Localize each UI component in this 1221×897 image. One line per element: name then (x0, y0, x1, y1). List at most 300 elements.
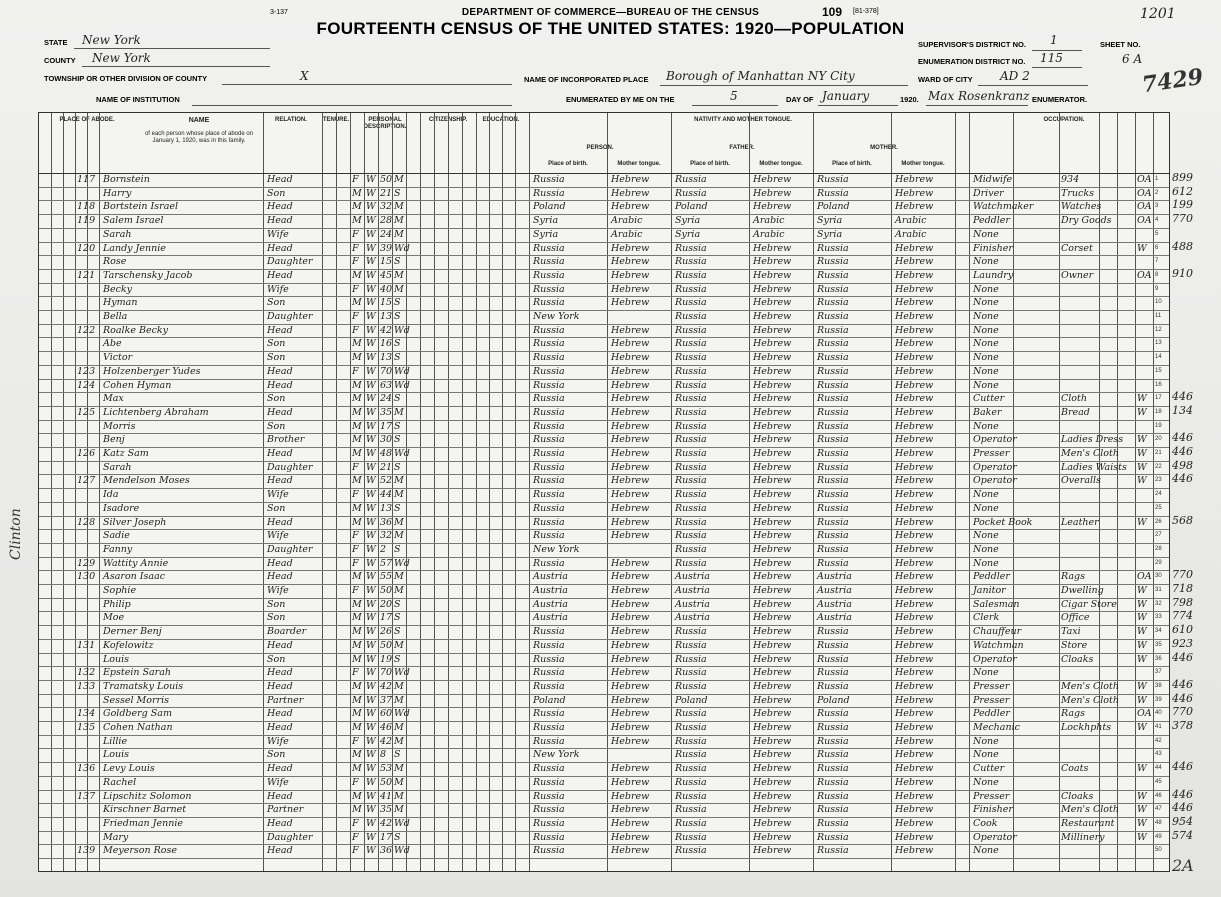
row-line-number: 6 (1155, 244, 1159, 251)
row-line-number: 43 (1155, 751, 1162, 758)
cell-code (1135, 324, 1155, 338)
table-row (39, 598, 1169, 612)
cell-fpob: Russia (675, 817, 707, 829)
cell-mt: Hebrew (611, 201, 650, 213)
cell-mt: Hebrew (611, 571, 650, 583)
cell-mmt: Hebrew (895, 406, 934, 418)
cell-code: W (1137, 461, 1147, 473)
cell-house (75, 653, 101, 667)
cell-age: 50 (380, 639, 393, 651)
cell-ms: M (394, 283, 404, 295)
cell-code: W (1137, 406, 1147, 418)
cell-fmt: Hebrew (753, 722, 792, 733)
cell-mmt: Hebrew (895, 722, 934, 733)
cell-code: W (1137, 626, 1147, 638)
cell-fmt: Hebrew (753, 269, 792, 281)
cell-fpob: Russia (675, 297, 707, 309)
cell-age: 2 (380, 543, 387, 555)
cell-pob: Russia (533, 804, 565, 816)
cell-name: Victor (103, 352, 133, 364)
cell-mpob: Russia (817, 749, 849, 761)
cell-ms: Wd (394, 817, 410, 829)
cell-rel: Head (267, 242, 293, 254)
cell-mpob: Russia (817, 187, 849, 199)
cell-house (75, 461, 101, 475)
cell-ind (1059, 735, 1119, 749)
cell-fpob: Russia (675, 187, 707, 199)
cell-fpob: Russia (675, 804, 707, 816)
cell-mmt: Hebrew (895, 557, 934, 569)
cell-pob: Russia (533, 352, 565, 364)
cell-ms: S (394, 626, 401, 638)
row-line-number: 32 (1155, 600, 1162, 607)
cell-ind (1059, 296, 1119, 310)
table-row (39, 420, 1169, 434)
cell-house (75, 735, 101, 749)
cell-ms: M (394, 571, 404, 583)
table-row (39, 516, 1169, 530)
cell-mt: Hebrew (611, 667, 650, 679)
cell-race: W (366, 639, 376, 651)
row-line-number: 24 (1155, 491, 1162, 498)
cell-age: 42 (380, 817, 393, 829)
cell-rel: Son (267, 653, 286, 665)
right-margin-code: 446 (1172, 390, 1193, 404)
cell-pob: Russia (533, 667, 565, 679)
row-line-number: 16 (1155, 381, 1162, 388)
cell-age: 17 (380, 420, 393, 432)
cell-sex: F (352, 543, 359, 555)
cell-ms: M (394, 694, 404, 706)
cell-sex: M (352, 612, 362, 624)
cell-fmt: Hebrew (753, 776, 792, 788)
cell-house (75, 584, 101, 598)
cell-mpob: Russia (817, 269, 849, 281)
cell-mmt: Hebrew (895, 571, 934, 583)
cell-name: Sarah (103, 228, 132, 240)
cell-mt: Hebrew (611, 845, 650, 857)
cell-name: Sophie (103, 585, 137, 596)
cell-mmt: Hebrew (895, 763, 934, 775)
cell-age: 46 (380, 722, 393, 733)
cell-pob: New York (533, 749, 580, 761)
cell-sex: F (352, 845, 359, 857)
table-row (39, 666, 1169, 680)
table-row (39, 639, 1169, 653)
cell-race: W (366, 338, 376, 350)
cell-house: 129 (77, 557, 96, 569)
table-row (39, 173, 1169, 187)
row-line-number: 13 (1155, 340, 1162, 347)
cell-pob: Russia (533, 530, 565, 542)
cell-race: W (366, 694, 376, 706)
cell-mpob: Russia (817, 543, 849, 555)
cell-mpob: Russia (817, 667, 849, 679)
cell-fpob: Russia (675, 311, 707, 322)
cell-house (75, 296, 101, 310)
right-margin-code: 446 (1172, 801, 1193, 815)
cell-pob: Austria (533, 585, 568, 596)
cell-mpob: Russia (817, 393, 849, 405)
row-line-number: 29 (1155, 559, 1162, 566)
cell-occ: None (973, 489, 999, 501)
cell-sex: M (352, 201, 362, 213)
cell-code (1135, 283, 1155, 297)
right-margin-code: 446 (1172, 445, 1193, 458)
cell-code: OA (1137, 201, 1152, 213)
cell-age: 42 (380, 735, 393, 747)
cell-rel: Head (267, 708, 293, 720)
cell-pob: Russia (533, 475, 565, 487)
col-father-pob: Place of birth. (690, 161, 730, 167)
cell-mmt: Hebrew (895, 845, 934, 857)
cell-name: Lichtenberg Abraham (103, 406, 209, 418)
cell-age: 44 (380, 489, 393, 501)
cell-fmt: Hebrew (753, 338, 792, 350)
cell-code: W (1137, 817, 1147, 829)
cell-ind: Watches (1061, 201, 1102, 213)
cell-occ: Peddler (973, 571, 1010, 583)
cell-fpob: Russia (675, 448, 707, 459)
cell-race: W (366, 365, 376, 377)
cell-mpob: Russia (817, 256, 849, 268)
cell-fpob: Russia (675, 406, 707, 418)
cell-house: 124 (77, 379, 96, 391)
cell-age: 40 (380, 283, 393, 295)
cell-rel: Wife (267, 228, 289, 240)
row-line-number: 23 (1155, 477, 1162, 484)
cell-house: 133 (77, 680, 96, 692)
cell-ind: Lockhphts (1061, 722, 1112, 733)
cell-sex: M (352, 187, 362, 199)
cell-fmt: Hebrew (753, 434, 792, 446)
cell-ind: Dry Goods (1061, 215, 1112, 227)
cell-mmt: Hebrew (895, 256, 934, 268)
cell-race: W (366, 502, 376, 514)
cell-code (1135, 228, 1155, 242)
cell-pob: Russia (533, 174, 565, 185)
cell-rel: Head (267, 215, 293, 227)
enumerated-label: ENUMERATED BY ME ON THE (566, 95, 675, 104)
cell-pob: Austria (533, 598, 568, 610)
cell-mt: Hebrew (611, 475, 650, 487)
cell-fpob: Russia (675, 639, 707, 651)
table-row (39, 707, 1169, 721)
ward-label: WARD OF CITY (918, 75, 973, 84)
enumeration-label: ENUMERATION DISTRICT NO. (918, 57, 1026, 66)
cell-mpob: Russia (817, 311, 849, 322)
cell-ms: S (394, 598, 401, 610)
cell-age: 70 (380, 365, 393, 377)
table-row (39, 474, 1169, 488)
right-margin-code: 923 (1172, 636, 1193, 650)
col-mother: MOTHER. (870, 145, 898, 151)
cell-mmt: Hebrew (895, 708, 934, 720)
cell-mmt: Arabic (895, 215, 927, 227)
cell-age: 13 (380, 311, 393, 322)
cell-code: OA (1137, 215, 1152, 227)
cell-mmt: Hebrew (895, 365, 934, 377)
cell-mpob: Poland (817, 694, 850, 706)
cell-race: W (366, 420, 376, 432)
cell-fmt: Hebrew (753, 311, 792, 322)
cell-occ: None (973, 338, 999, 350)
col-mother-mt: Mother tongue. (901, 161, 945, 167)
cell-occ: Chauffeur (973, 626, 1022, 638)
cell-race: W (366, 598, 376, 610)
cell-rel: Wife (267, 489, 289, 501)
cell-age: 53 (380, 763, 393, 775)
cell-sex: F (352, 831, 359, 843)
cell-fmt: Hebrew (753, 242, 792, 254)
cell-pob: Russia (533, 406, 565, 418)
cell-mpob: Russia (817, 475, 849, 487)
cell-rel: Partner (267, 804, 304, 816)
cell-occ: Peddler (973, 708, 1010, 720)
cell-occ: None (973, 735, 999, 747)
cell-ind: Ladies Waists (1061, 461, 1127, 473)
cell-rel: Head (267, 667, 293, 679)
cell-code: W (1137, 653, 1147, 665)
cell-name: Sarah (103, 461, 132, 473)
cell-race: W (366, 475, 376, 487)
cell-mt (609, 310, 673, 324)
township-value: X (300, 69, 309, 83)
cell-ind: Office (1061, 612, 1090, 624)
cell-fmt: Hebrew (753, 749, 792, 761)
cell-pob: Russia (533, 420, 565, 432)
cell-race: W (366, 817, 376, 829)
cell-rel: Head (267, 845, 293, 857)
table-row (39, 351, 1169, 365)
table-row (39, 625, 1169, 639)
cell-occ: None (973, 379, 999, 391)
cell-rel: Son (267, 338, 286, 350)
row-line-number: 34 (1155, 628, 1162, 635)
cell-code: W (1137, 393, 1147, 405)
cell-house (75, 611, 101, 625)
cell-ms: S (394, 502, 401, 514)
cell-ms: Wd (394, 667, 410, 679)
cell-ms: M (394, 763, 404, 775)
right-margin-code: 770 (1172, 212, 1193, 226)
cell-rel: Head (267, 680, 293, 692)
cell-occ: None (973, 667, 999, 679)
cell-occ: Cutter (973, 393, 1005, 405)
col-education: EDUCATION. (482, 117, 520, 123)
cell-fmt: Hebrew (753, 831, 792, 843)
cell-mpob: Austria (817, 612, 852, 624)
row-line-number: 40 (1155, 710, 1162, 717)
cell-occ: Pocket Book (973, 516, 1033, 528)
cell-code (1135, 379, 1155, 393)
cell-age: 36 (380, 516, 393, 528)
right-margin-code: 910 (1172, 266, 1193, 280)
table-row (39, 200, 1169, 214)
cell-code: W (1137, 434, 1147, 446)
cell-code (1135, 543, 1155, 557)
cell-fpob: Russia (675, 393, 707, 405)
cell-rel: Daughter (267, 461, 313, 473)
cell-code: W (1137, 639, 1147, 651)
cell-mmt: Hebrew (895, 694, 934, 706)
row-line-number: 46 (1155, 792, 1162, 799)
cell-ind (1059, 337, 1119, 351)
cell-race: W (366, 311, 376, 322)
cell-code: OA (1137, 187, 1152, 199)
cell-ind: Men's Cloth (1061, 804, 1119, 816)
cell-rel: Head (267, 763, 293, 775)
cell-race: W (366, 352, 376, 364)
cell-mpob: Russia (817, 626, 849, 638)
cell-pob: Russia (533, 489, 565, 501)
cell-sex: M (352, 722, 362, 733)
cell-mt: Hebrew (611, 585, 650, 596)
supervisor-label: SUPERVISOR'S DISTRICT NO. (918, 40, 1026, 49)
cell-name: Sessel Morris (103, 694, 170, 706)
cell-ind (1059, 529, 1119, 543)
col-relation: RELATION. (275, 117, 307, 123)
cell-name: Levy Louis (103, 763, 155, 775)
cell-ind: Leather (1061, 516, 1099, 528)
cell-race: W (366, 735, 376, 747)
cell-name: Mendelson Moses (103, 475, 190, 487)
cell-rel: Head (267, 365, 293, 377)
cell-mpob: Russia (817, 831, 849, 843)
right-margin-code: 770 (1172, 705, 1193, 719)
cell-ind: Men's Cloth (1061, 694, 1119, 706)
cell-occ: None (973, 502, 999, 514)
cell-house (75, 420, 101, 434)
cell-name: Tarschensky Jacob (103, 269, 193, 281)
cell-pob: Russia (533, 379, 565, 391)
cell-mmt: Hebrew (895, 297, 934, 309)
cell-mmt: Hebrew (895, 653, 934, 665)
cell-race: W (366, 776, 376, 788)
cell-fpob: Austria (675, 585, 710, 596)
right-margin-code: 774 (1172, 609, 1193, 623)
cell-name: Salem Israel (103, 215, 164, 227)
cell-fpob: Russia (675, 667, 707, 679)
row-line-number: 17 (1155, 395, 1162, 402)
cell-ind (1059, 351, 1119, 365)
cell-ms: S (394, 653, 401, 665)
cell-mmt: Hebrew (895, 790, 934, 802)
cell-fpob: Russia (675, 749, 707, 761)
cell-age: 15 (380, 256, 393, 268)
cell-mmt: Hebrew (895, 749, 934, 761)
table-row (39, 584, 1169, 598)
cell-code: OA (1137, 174, 1152, 185)
cell-race: W (366, 283, 376, 295)
cell-sex: M (352, 420, 362, 432)
cell-fmt: Hebrew (753, 626, 792, 638)
cell-sex: M (352, 639, 362, 651)
cell-age: 20 (380, 598, 393, 610)
row-line-number: 48 (1155, 819, 1162, 826)
row-line-number: 42 (1155, 737, 1162, 744)
table-row (39, 461, 1169, 475)
incorporated-label: NAME OF INCORPORATED PLACE (524, 75, 649, 84)
right-margin-code: 798 (1172, 595, 1193, 609)
cell-occ: Laundry (973, 269, 1014, 281)
cell-code: W (1137, 475, 1147, 487)
cell-age: 52 (380, 475, 393, 487)
cell-sex: F (352, 461, 359, 473)
enumerator-label: ENUMERATOR. (1032, 95, 1088, 104)
cell-occ: Mechanic (973, 722, 1020, 733)
cell-ms: S (394, 311, 401, 322)
cell-age: 63 (380, 379, 393, 391)
cell-fmt: Hebrew (753, 201, 792, 213)
cell-ind: Men's Cloth (1061, 448, 1119, 459)
cell-age: 19 (380, 653, 393, 665)
cell-mmt: Hebrew (895, 639, 934, 651)
cell-ind: Taxi (1061, 626, 1081, 638)
cell-sex: M (352, 571, 362, 583)
cell-rel: Partner (267, 694, 304, 706)
cell-fpob: Russia (675, 502, 707, 514)
row-line-number: 21 (1155, 450, 1162, 456)
cell-fmt: Hebrew (753, 187, 792, 199)
cell-fmt: Hebrew (753, 406, 792, 418)
cell-ind: Cigar Store (1061, 598, 1117, 610)
table-row (39, 379, 1169, 393)
cell-mmt: Hebrew (895, 338, 934, 350)
cell-pob: Russia (533, 502, 565, 514)
table-row (39, 502, 1169, 516)
cell-fpob: Russia (675, 475, 707, 487)
cell-mt: Hebrew (611, 393, 650, 405)
cell-mmt: Hebrew (895, 831, 934, 843)
cell-rel: Wife (267, 776, 289, 788)
cell-occ: Janitor (973, 585, 1006, 596)
cell-fmt: Hebrew (753, 461, 792, 473)
cell-code: W (1137, 585, 1147, 596)
cell-sex: F (352, 667, 359, 679)
table-row (39, 283, 1169, 297)
cell-occ: Presser (973, 448, 1010, 459)
cell-mmt: Hebrew (895, 283, 934, 295)
cell-name: Sadie (103, 530, 130, 542)
cell-ms: S (394, 338, 401, 350)
cell-ind (1059, 310, 1119, 324)
cell-fmt: Hebrew (753, 598, 792, 610)
page-number: 109 (822, 5, 843, 19)
right-margin-code: 446 (1172, 760, 1193, 774)
cell-house: 135 (77, 722, 96, 733)
cell-house: 136 (77, 763, 96, 775)
cell-race: W (366, 489, 376, 501)
cell-occ: None (973, 845, 999, 857)
cell-occ: None (973, 352, 999, 364)
incorporated-value: Borough of Manhattan NY City (666, 69, 855, 83)
cell-mmt: Hebrew (895, 461, 934, 473)
cell-mt: Hebrew (611, 639, 650, 651)
row-line-number: 8 (1155, 271, 1159, 278)
cell-mpob: Russia (817, 763, 849, 775)
cell-name: Abe (103, 338, 122, 350)
cell-sex: M (352, 708, 362, 720)
cell-fpob: Russia (675, 489, 707, 501)
cell-ms: S (394, 420, 401, 432)
cell-mt: Hebrew (611, 776, 650, 788)
cell-ms: Wd (394, 448, 410, 459)
cell-ind: Corset (1061, 242, 1093, 254)
cell-rel: Head (267, 406, 293, 418)
cell-pob: Russia (533, 365, 565, 377)
row-line-number: 41 (1155, 724, 1162, 730)
